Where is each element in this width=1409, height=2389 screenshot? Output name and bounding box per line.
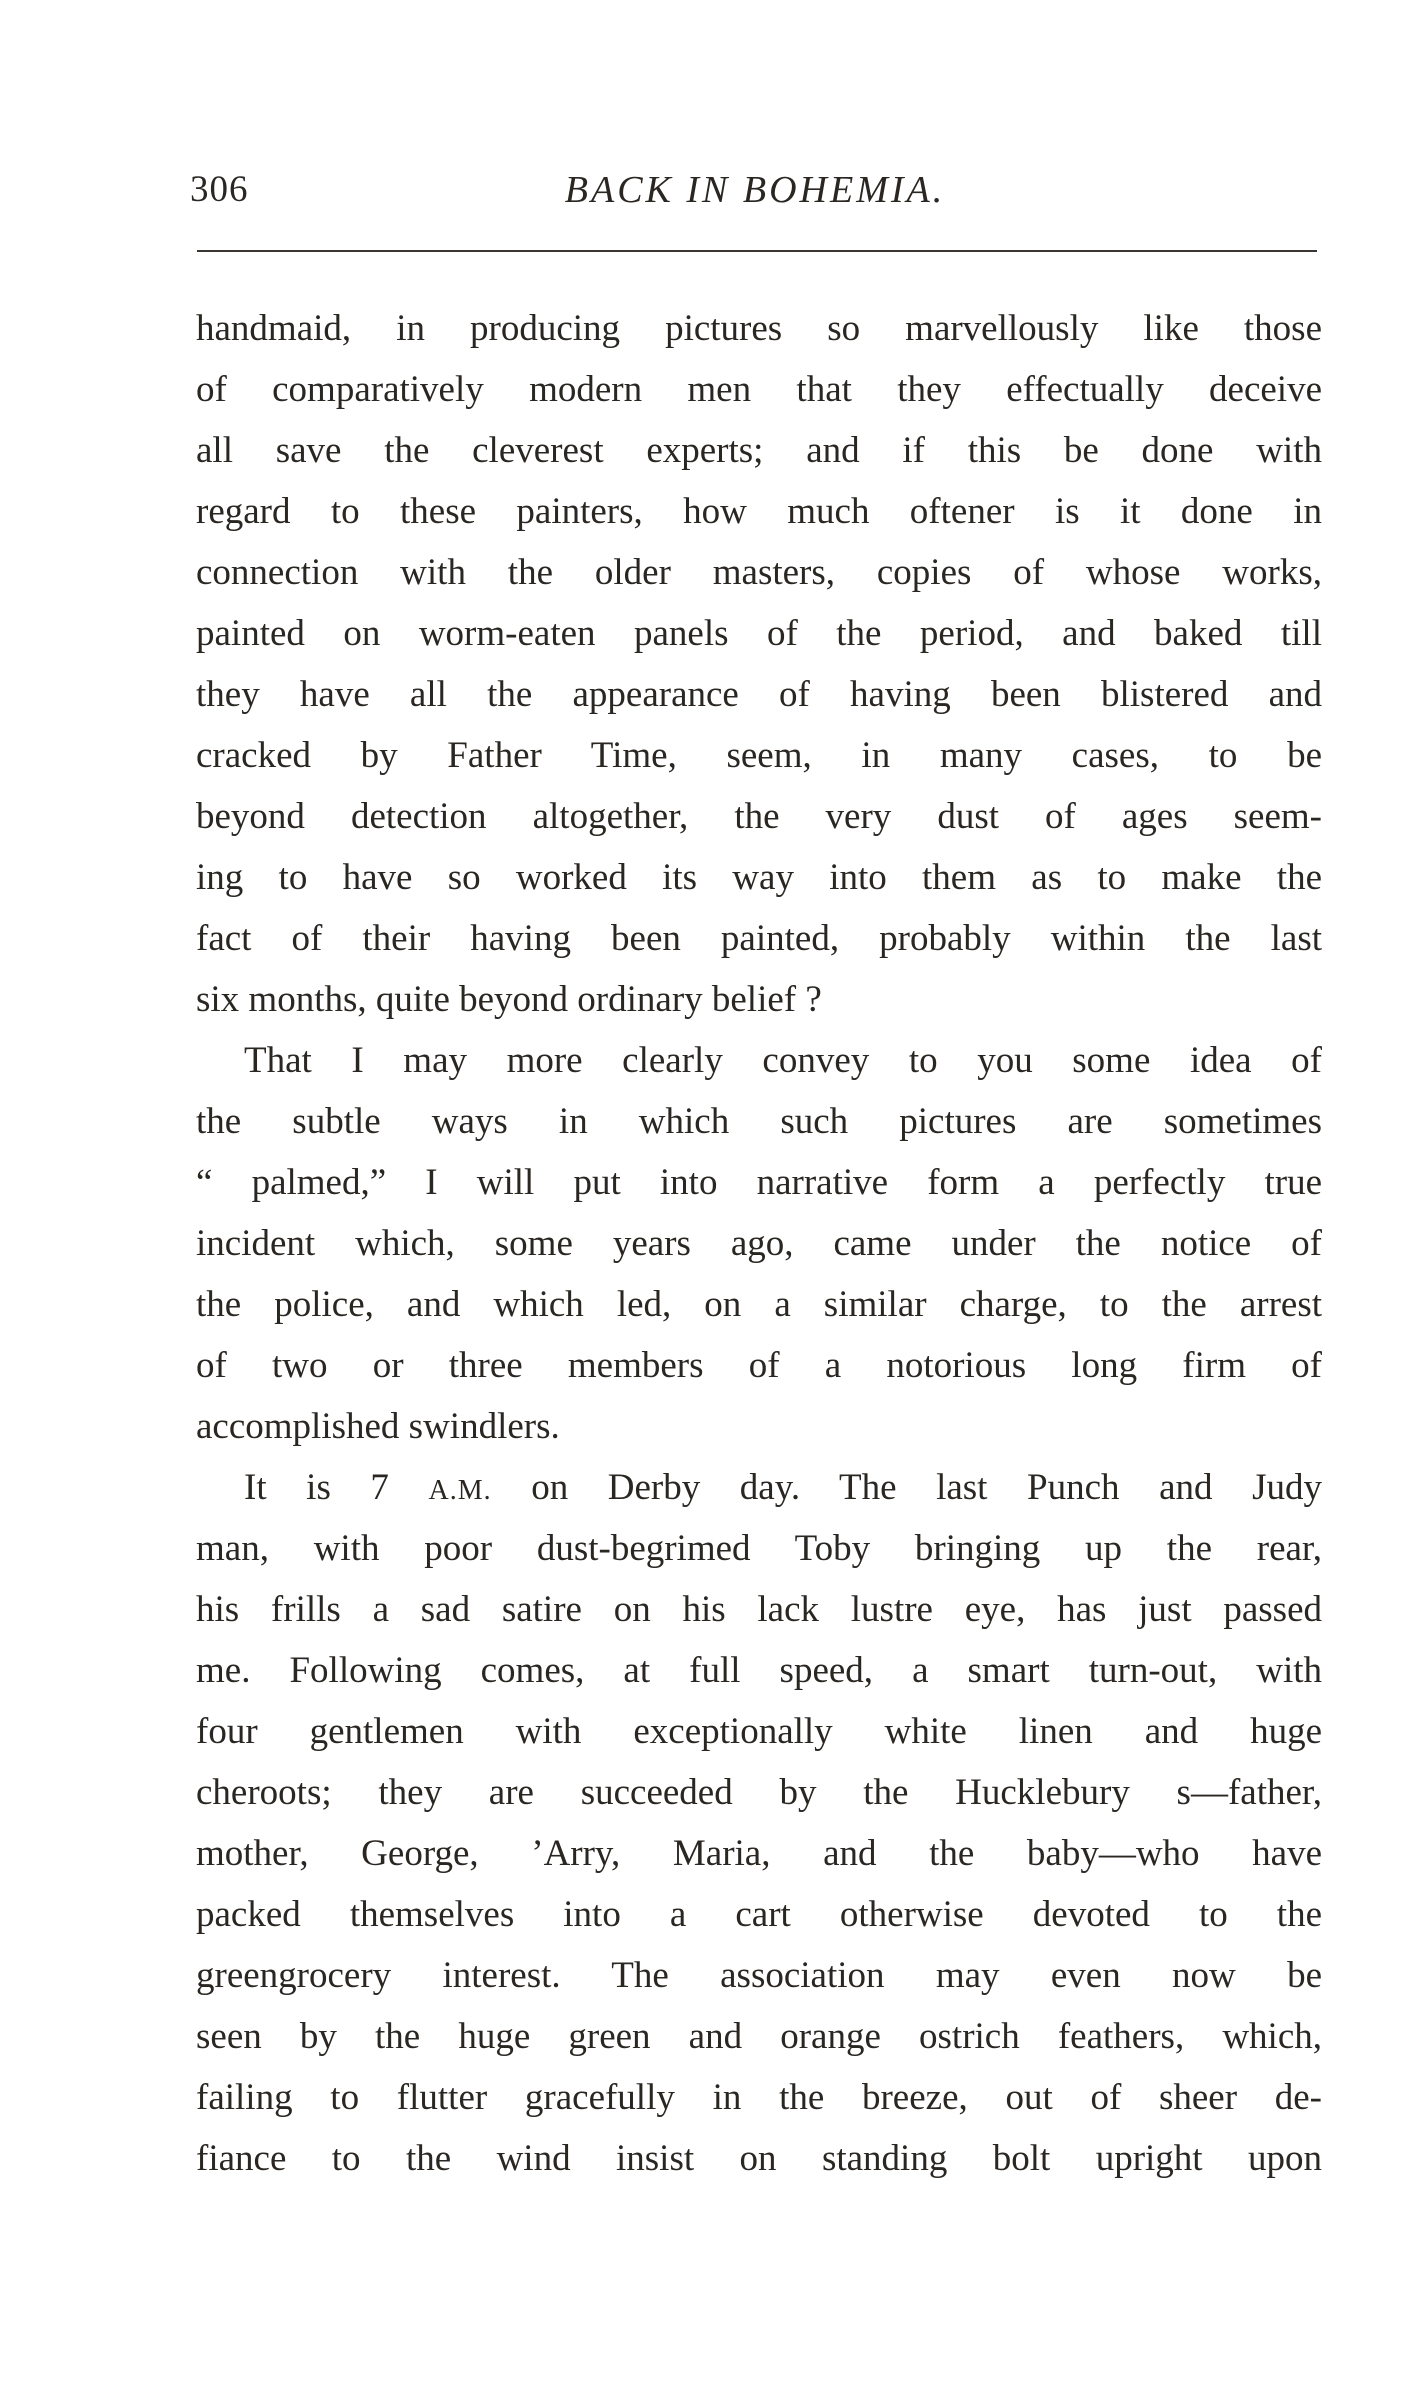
text-line: connection with the older masters, copies of whose works, [196, 552, 1322, 593]
text-line: seen by the huge green and orange ostrich feathers, which, [196, 2016, 1322, 2057]
text-fragment: on Derby day. The last Punch and Judy [491, 1467, 1322, 1508]
page-number: 306 [190, 169, 249, 210]
header-rule [197, 250, 1317, 252]
text-line: failing to flutter gracefully in the breeze, out of sheer de- [196, 2077, 1322, 2118]
text-line: “ palmed,” I will put into narrative form a perfectly true [196, 1162, 1322, 1203]
running-title: BACK IN BOHEMIA. [564, 169, 946, 211]
text-line: regard to these painters, how much oftener is it done in [196, 491, 1322, 532]
text-fragment: It is 7 [244, 1467, 429, 1508]
text-line: mother, George, ’Arry, Maria, and the baby—who have [196, 1833, 1322, 1874]
text-line: fiance to the wind insist on standing bolt upright upon [196, 2138, 1322, 2179]
text-line: accomplished swindlers. [196, 1406, 560, 1447]
text-line: they have all the appearance of having been blistered and [196, 674, 1322, 715]
text-line: cracked by Father Time, seem, in many cases, to be [196, 735, 1322, 776]
page-body [196, 298, 1322, 2189]
time-abbreviation: A.M. [428, 1475, 492, 1506]
text-line: handmaid, in producing pictures so marvellously like those [196, 308, 1322, 349]
text-line: man, with poor dust-begrimed Toby bringing up the rear, [196, 1528, 1322, 1569]
text-line: incident which, some years ago, came under the notice of [196, 1223, 1322, 1264]
text-line: of two or three members of a notorious long firm of [196, 1345, 1322, 1386]
text-line: his frills a sad satire on his lack lustre eye, has just passed [196, 1589, 1322, 1630]
text-line: four gentlemen with exceptionally white linen and huge [196, 1711, 1322, 1752]
text-line: me. Following comes, at full speed, a smart turn-out, with [196, 1650, 1322, 1691]
text-line: ing to have so worked its way into them as to make the [196, 857, 1322, 898]
text-line: painted on worm-eaten panels of the period, and baked till [196, 613, 1322, 654]
text-line: fact of their having been painted, probably within the last [196, 918, 1322, 959]
text-line: all save the cleverest experts; and if this be done with [196, 430, 1322, 471]
text-line: the police, and which led, on a similar charge, to the arrest [196, 1284, 1322, 1325]
text-line: That I may more clearly convey to you some idea of [244, 1040, 1322, 1081]
text-line: greengrocery interest. The association may even now be [196, 1955, 1322, 1996]
text-line: cheroots; they are succeeded by the Hucklebury s—father, [196, 1772, 1322, 1813]
text-line [196, 1457, 1322, 1518]
text-line: packed themselves into a cart otherwise devoted to the [196, 1894, 1322, 1935]
page-header [190, 168, 1320, 224]
text-line: the subtle ways in which such pictures are sometimes [196, 1101, 1322, 1142]
text-line: of comparatively modern men that they effectually deceive [196, 369, 1322, 410]
text-line: six months, quite beyond ordinary belief ? [196, 979, 822, 1020]
text-line: beyond detection altogether, the very dust of ages seem- [196, 796, 1322, 837]
